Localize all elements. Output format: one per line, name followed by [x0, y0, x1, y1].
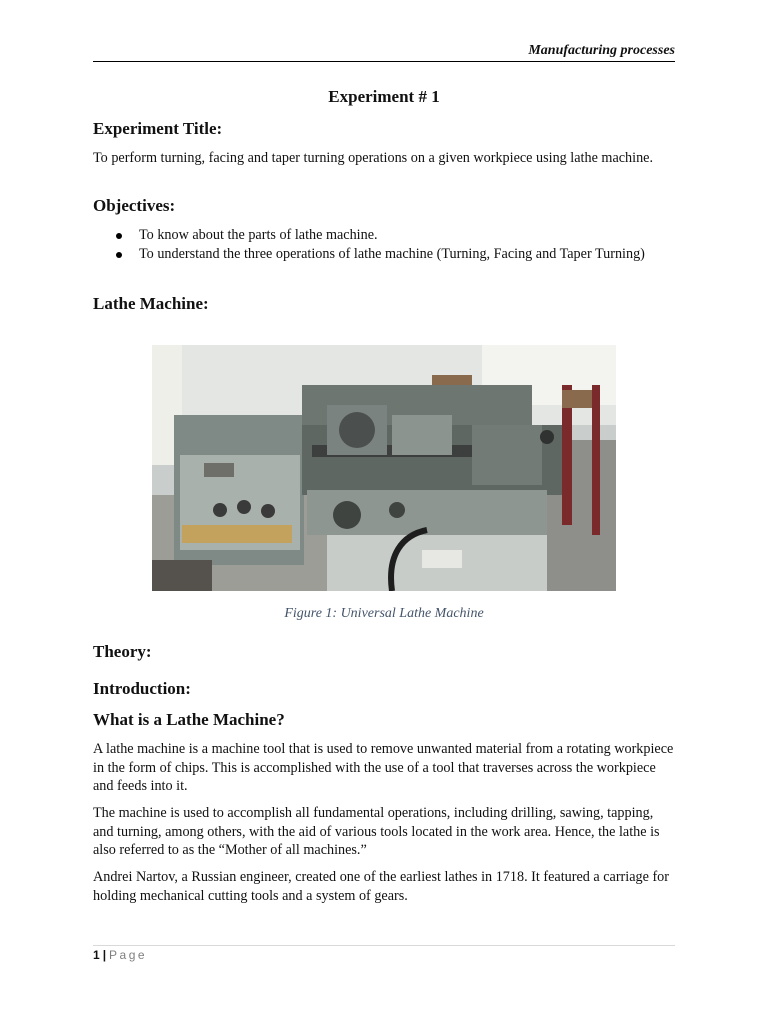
page-label: Page: [109, 948, 148, 962]
paragraph: A lathe machine is a machine tool that is used to remove unwanted material from a rotating workpiece in the form of chips. This is accomplished with the use of a tool that traverses across the workpiece and feeds into it.: [93, 741, 674, 794]
introduction-heading: Introduction:: [93, 679, 191, 698]
paragraph: The machine is used to accomplish all fundamental operations, including drilling, sawing, tapping, and turning, among others, with the aid of various tools located in the work area. Hence, the lathe is also referred to as the “Mother of all machines.”: [93, 805, 660, 858]
experiment-title-heading: Experiment Title:: [93, 119, 223, 138]
objective-text: To know about the parts of lathe machine.: [139, 227, 378, 243]
bullet-dot-icon: [116, 233, 122, 239]
objectives-heading: Objectives:: [93, 196, 176, 215]
document-title: Experiment # 1: [328, 87, 440, 106]
paragraph: Andrei Nartov, a Russian engineer, created one of the earliest lathes in 1718. It featured a carriage for holding mechanical cutting tools and a system of gears.: [93, 869, 670, 904]
lathe-machine-photo: [152, 345, 616, 591]
header-rule: [93, 61, 675, 62]
bullet-dot-icon: [116, 252, 122, 258]
running-header: Manufacturing processes: [528, 43, 675, 58]
footer-separator: |: [102, 948, 107, 962]
footer-rule: [93, 945, 675, 946]
theory-heading: Theory:: [93, 642, 152, 661]
objective-text: To understand the three operations of lathe machine (Turning, Facing and Taper Turning): [139, 245, 645, 262]
experiment-title-text: To perform turning, facing and taper turning operations on a given workpiece using lathe machine.: [93, 150, 654, 166]
objectives-list: [93, 226, 675, 263]
list-item: [93, 245, 675, 264]
lathe-machine-heading: Lathe Machine:: [93, 294, 209, 313]
what-is-lathe-heading: What is a Lathe Machine?: [93, 710, 285, 729]
list-item: [93, 226, 675, 245]
lathe-machine-illustration: [152, 345, 616, 591]
page-footer: [93, 948, 147, 962]
page-number: 1: [93, 948, 100, 962]
figure-caption: Figure 1: Universal Lathe Machine: [284, 606, 484, 621]
